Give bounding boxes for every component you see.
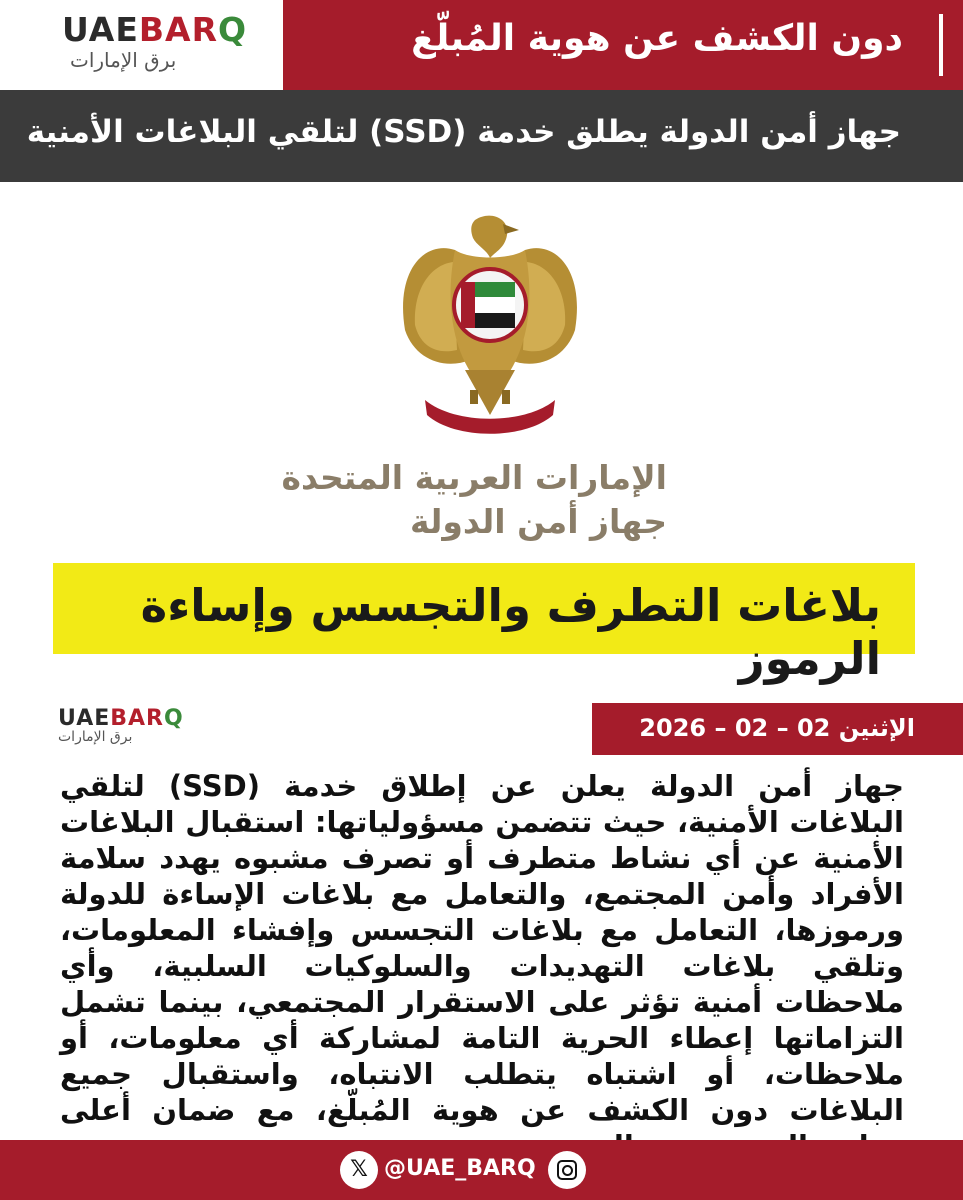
brand-part-bar: BAR xyxy=(138,10,218,49)
headline-title: دون الكشف عن هوية المُبلّغ xyxy=(411,18,903,59)
x-icon[interactable]: 𝕏 xyxy=(340,1151,378,1189)
brand-logo-small[interactable] xyxy=(58,706,184,745)
article-body: جهاز أمن الدولة يعلن عن إطلاق خدمة (SSD) لتلقي البلاغات الأمنية، حيث تتضمن مسؤولياتها: استقبال البلاغات الأمنية عن أي نشاط متطرف أو تصرف مشبوه يهدد سلامة الأفراد وأمن المجتمع، والتعامل مع بلاغات الإساءة للدولة ورموزها، التعامل مع بلاغات التجسس وإفشاء المعلومات، وتلقي بلاغات التهديدات والسلوكيات السلبية، وأي ملاحظات أمنية تؤثر على الاستقرار المجتمعي، بينما تشمل التزاماتها إعطاء الحرية التامة لمشاركة أي معلومات، أو ملاحظات، أو اشتباه يتطلب الانتباه، واستقبال جميع البلاغات دون الكشف عن هوية المُبلّغ، مع ضمان أعلى xyxy=(60,769,904,1127)
brand-part-q: Q xyxy=(217,10,248,49)
brand-subtitle-small: برق الإمارات xyxy=(58,729,133,745)
subheadline-text: جهاز أمن الدولة يطلق خدمة (SSD) لتلقي البلاغات الأمنية xyxy=(26,114,901,150)
social-links xyxy=(340,1151,590,1189)
headline-box xyxy=(283,0,963,90)
brand-wordmark-small xyxy=(58,706,184,731)
brand-part-q: Q xyxy=(164,706,184,731)
instagram-icon[interactable] xyxy=(548,1151,586,1189)
org-name-agency: جهاز أمن الدولة xyxy=(409,502,667,541)
brand-part-uae: UAE xyxy=(58,706,111,731)
brand-part-bar: BAR xyxy=(110,706,164,731)
highlight-text: بلاغات التطرف والتجسس وإساءة الرموز xyxy=(140,579,881,685)
org-name-country: الإمارات العربية المتحدة xyxy=(281,458,667,497)
publish-date: الإثنين 02 – 02 – 2026 xyxy=(639,714,915,742)
uae-eagle-emblem-icon xyxy=(395,210,585,450)
social-handle[interactable]: @UAE_BARQ xyxy=(384,1156,536,1181)
brand-logo[interactable] xyxy=(0,0,283,90)
footer-bar xyxy=(0,1140,963,1200)
highlight-banner xyxy=(53,563,915,685)
subheadline-bar xyxy=(0,90,963,182)
date-bar xyxy=(592,703,963,755)
brand-wordmark xyxy=(62,10,247,49)
brand-part-uae: UAE xyxy=(62,10,139,49)
top-header xyxy=(0,0,963,90)
brand-subtitle: برق الإمارات xyxy=(70,48,177,72)
